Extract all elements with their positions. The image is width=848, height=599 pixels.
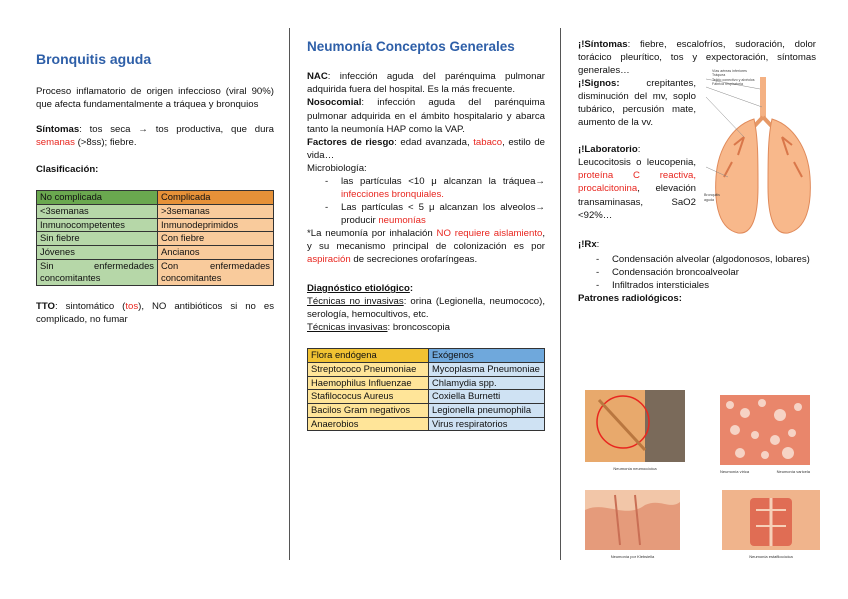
table-row: Bacilos Gram negativos Legionella pneumophila [308,404,545,418]
clasificacion-table [36,190,274,286]
flora-table [307,348,545,431]
arrow-icon: → [130,124,156,136]
rx-list [578,253,816,292]
header-exogenos: Exógenos [429,349,545,363]
list-item: - Condensación alveolar (algodonosos, lobares) [578,253,816,266]
tto-paragraph: TTO: sintomático (tos), NO antibióticos si no es complicado, no fumar [36,301,274,326]
nosocomial-paragraph: Nosocomial: infección aguda del parénquima pulmonar adquirida en el ámbito hospitalario y abarca tanto la neumonía HAP como la VAP. [307,97,545,135]
microbiologia-list [307,175,545,227]
laboratorio-paragraph: Leucocitosis o leucopenia, proteína C reactiva, procalcitonina, elevación transaminasas, SaO2 <92%… [578,157,696,221]
list-item: - las partículas <10 μ alcanzan la tráquea→ infecciones bronquiales. [307,175,545,201]
table-row: Haemophilus Influenzae Chlamydia spp. [308,376,545,390]
inhalacion-note: *La neumonía por inhalación NO requiere aislamiento, y su mecanismo principal de colonización es por aspiración de secreciones orofaríngeas. [307,227,546,266]
intro-text: Proceso inflamatorio de origen infeccioso (viral 90%) que afecta fundamentalmente a tráquea y bronquios [36,86,274,111]
microbiologia-label: Microbiología: [307,162,367,174]
table-row: Streptococo Pneumoniae Mycoplasma Pneumoniae [308,362,545,376]
table-row: Sin fiebre Con fiebre [37,232,274,246]
header-no-complicada: No complicada [37,191,158,205]
title-bronquitis: Bronquitis aguda [36,51,152,67]
sintomas-paragraph: Síntomas: tos seca → tos productiva, que dura semanas (>8ss); fiebre. [36,124,274,149]
xray-panel-virica: Neumonía vírica Neumonía varicela [720,395,810,475]
column-divider-1 [289,28,290,560]
patrones-label: Patrones radiológicos: [578,292,682,304]
xray-panel-estafilococica: Neumonía estafilocócica [722,490,820,560]
table-row: Inmunocompetentes Inmunodeprimidos [37,218,274,232]
table-row: Sin enfermedades concomitantes Con enfermedades concomitantes [37,259,274,285]
column-neumonia [307,30,545,431]
sintomas-label: Síntomas [36,124,80,136]
signos-paragraph: ¡!Signos: crepitantes, disminución del mv, soplo tubárico, percusión mate, aumento de la vv. [578,78,696,129]
column-divider-2 [560,28,561,560]
laboratorio-label: ¡!Laboratorio: [578,144,641,156]
arrow-icon: → [535,175,545,187]
xray-panel-neumococica: Neumonía neumocócica [585,390,685,470]
list-item: - Infiltrados intersticiales [578,279,816,292]
table-row: Jóvenes Ancianos [37,246,274,260]
table-row: Stafilococus Aureus Coxiella Burnetti [308,390,545,404]
diagnostico-label: Diagnóstico etiológico: [307,283,414,295]
lung-illustration: Vías aéreas inferiores Tráquea Tejido conectivo y alvéolos Fábrica respiratoria Bronquitis aguda [704,67,822,239]
table-header-row [37,191,274,205]
column-clinica [578,30,816,305]
factores-paragraph: Factores de riesgo: edad avanzada, tabaco, estilo de vida… [307,136,545,161]
title-neumonia: Neumonía Conceptos Generales [307,39,515,54]
list-item: - Las partículas < 5 μ alcanzan los alveolos→ producir neumonías [307,201,545,227]
sintomas-neumonia: ¡!Síntomas: fiebre, escalofríos, sudoración, dolor torácico pleurítico, tos y expectoración, síntomas generales… [578,39,816,77]
column-bronquitis [36,30,274,326]
table-header-row [308,349,545,363]
tecnicas-no-invasivas: Técnicas no invasivas: orina (Legionella, neumococo), serología, hemocultivos, etc. [307,296,545,321]
list-item: - Condensación broncoalveolar [578,266,816,279]
clasificacion-label: Clasificación: [36,164,99,176]
header-flora-endogena: Flora endógena [308,349,429,363]
header-complicada: Complicada [158,191,274,205]
arrow-icon: → [535,201,545,213]
table-row: Anaerobios Virus respiratorios [308,417,545,431]
rx-label: ¡!Rx: [578,238,600,250]
tecnicas-invasivas: Técnicas invasivas: broncoscopia [307,322,450,334]
table-row: <3semanas >3semanas [37,204,274,218]
xray-panel-klebsiella: Neumonía por Klebsiella [585,490,680,560]
nac-paragraph: NAC: infección aguda del parénquima pulmonar adquirida fuera del hospital. Es la más frecuente. [307,71,545,96]
